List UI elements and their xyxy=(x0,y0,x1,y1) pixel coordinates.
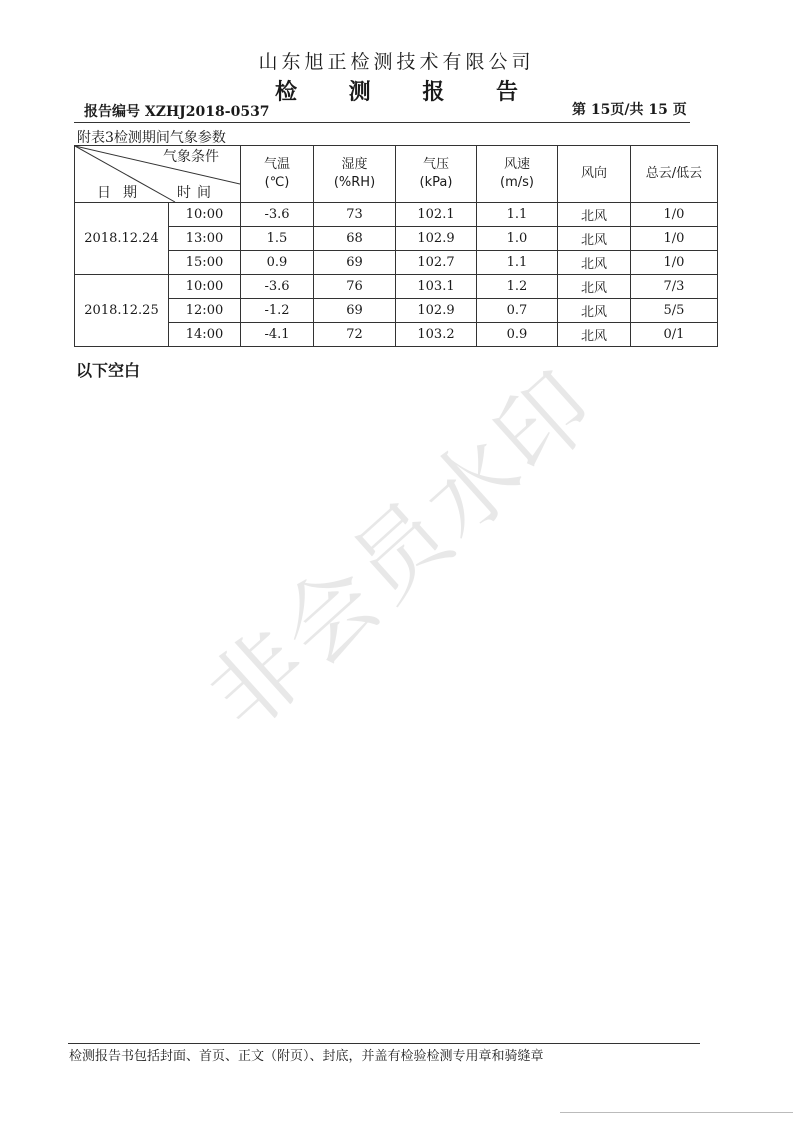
corner-label-date: 日期 xyxy=(97,185,149,201)
pressure-cell: 102.1 xyxy=(396,203,477,227)
time-cell: 10:00 xyxy=(169,275,241,299)
humidity-cell: 72 xyxy=(314,323,396,347)
date-cell: 2018.12.25 xyxy=(75,275,169,347)
date-cell: 2018.12.24 xyxy=(75,203,169,275)
pressure-cell: 102.7 xyxy=(396,251,477,275)
wind-direction-cell: 北风 xyxy=(558,275,631,299)
temperature-cell: 1.5 xyxy=(241,227,314,251)
cloud-cover-cell: 1/0 xyxy=(631,203,718,227)
company-name: 山东旭正检测技术有限公司 xyxy=(258,51,535,73)
table-row xyxy=(75,251,718,275)
humidity-cell: 73 xyxy=(314,203,396,227)
humidity-cell: 69 xyxy=(314,251,396,275)
column-header-pressure: 气压 (kPa) xyxy=(396,146,477,203)
watermark: 非会员水印 xyxy=(188,350,618,751)
corner-label-time: 时间 xyxy=(177,185,217,201)
cloud-cover-cell: 7/3 xyxy=(631,275,718,299)
pressure-cell: 102.9 xyxy=(396,299,477,323)
table-header-row xyxy=(75,146,718,203)
temperature-cell: -4.1 xyxy=(241,323,314,347)
corner-label-conditions: 气象条件 xyxy=(163,149,219,165)
weather-parameters-table xyxy=(74,145,718,347)
header-divider xyxy=(74,122,690,123)
wind-direction-cell: 北风 xyxy=(558,203,631,227)
wind-speed-cell: 0.9 xyxy=(477,323,558,347)
wind-speed-cell: 1.1 xyxy=(477,203,558,227)
cloud-cover-cell: 1/0 xyxy=(631,251,718,275)
humidity-cell: 76 xyxy=(314,275,396,299)
humidity-cell: 69 xyxy=(314,299,396,323)
temperature-cell: -1.2 xyxy=(241,299,314,323)
wind-direction-cell: 北风 xyxy=(558,323,631,347)
time-cell: 13:00 xyxy=(169,227,241,251)
cloud-cover-cell: 0/1 xyxy=(631,323,718,347)
wind-speed-cell: 1.1 xyxy=(477,251,558,275)
column-header-cloud-cover: 总云/低云 xyxy=(631,146,718,203)
wind-speed-cell: 0.7 xyxy=(477,299,558,323)
page-number: 第 15页/共 15 页 xyxy=(572,102,687,118)
wind-speed-cell: 1.0 xyxy=(477,227,558,251)
wind-direction-cell: 北风 xyxy=(558,251,631,275)
blank-below-note: 以下空白 xyxy=(76,361,141,380)
column-header-humidity: 湿度 (%RH) xyxy=(314,146,396,203)
column-header-temperature: 气温 (℃) xyxy=(241,146,314,203)
humidity-cell: 68 xyxy=(314,227,396,251)
time-cell: 15:00 xyxy=(169,251,241,275)
table-row xyxy=(75,299,718,323)
table-row xyxy=(75,275,718,299)
temperature-cell: -3.6 xyxy=(241,275,314,299)
time-cell: 10:00 xyxy=(169,203,241,227)
table-caption: 附表3检测期间气象参数 xyxy=(77,130,226,146)
wind-direction-cell: 北风 xyxy=(558,299,631,323)
column-header-wind-speed: 风速 (m/s) xyxy=(477,146,558,203)
table-row xyxy=(75,323,718,347)
temperature-cell: -3.6 xyxy=(241,203,314,227)
time-cell: 14:00 xyxy=(169,323,241,347)
cloud-cover-cell: 5/5 xyxy=(631,299,718,323)
report-number: 报告编号 XZHJ2018-0537 xyxy=(84,104,270,120)
pressure-cell: 103.2 xyxy=(396,323,477,347)
footer-note: 检测报告书包括封面、首页、正文（附页）、封底，并盖有检验检测专用章和骑缝章 xyxy=(69,1049,544,1064)
document-title: 检 测 报 告 xyxy=(275,79,540,105)
corner-header-cell xyxy=(75,146,241,203)
footer-divider xyxy=(68,1043,700,1044)
wind-direction-cell: 北风 xyxy=(558,227,631,251)
pressure-cell: 103.1 xyxy=(396,275,477,299)
column-header-wind-direction: 风向 xyxy=(558,146,631,203)
time-cell: 12:00 xyxy=(169,299,241,323)
table-row xyxy=(75,203,718,227)
page-bottom-edge xyxy=(560,1112,793,1113)
table-row xyxy=(75,227,718,251)
cloud-cover-cell: 1/0 xyxy=(631,227,718,251)
wind-speed-cell: 1.2 xyxy=(477,275,558,299)
pressure-cell: 102.9 xyxy=(396,227,477,251)
temperature-cell: 0.9 xyxy=(241,251,314,275)
